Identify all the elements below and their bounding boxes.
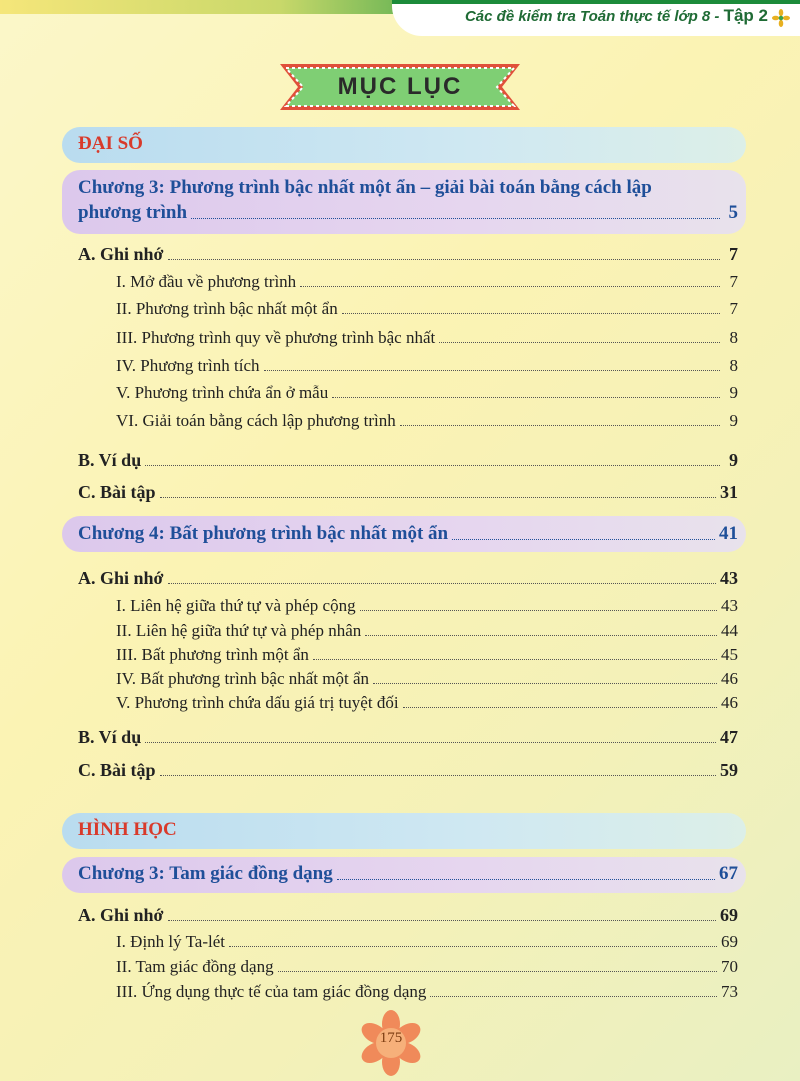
section-bar-dai-so xyxy=(62,127,746,163)
toc-entry[interactable] xyxy=(116,411,738,431)
entry-label: IV. Phương trình tích xyxy=(116,356,260,375)
page-number: 69 xyxy=(720,905,738,925)
entry-label: IV. Bất phương trình bậc nhất một ẩn xyxy=(116,669,370,688)
leader-dots xyxy=(439,341,720,343)
toc-title: MỤC LỤC xyxy=(337,73,463,100)
entry-label: V. Phương trình chứa ẩn ở mẫu xyxy=(116,383,329,402)
page-number: 46 xyxy=(721,693,738,712)
leader-dots xyxy=(452,538,715,540)
page-number: 7 xyxy=(729,299,738,318)
leader-dots xyxy=(191,217,720,219)
leader-dots xyxy=(278,970,717,972)
leader-dots xyxy=(264,369,720,371)
toc-entry[interactable] xyxy=(116,932,738,952)
page-number: 43 xyxy=(720,568,738,588)
entry-label: I. Liên hệ giữa thứ tự và phép cộng xyxy=(116,596,356,615)
page-number: 44 xyxy=(721,621,738,640)
entry-label: II. Phương trình bậc nhất một ẩn xyxy=(116,299,338,318)
chapter-title: Chương 3: Tam giác đồng dạng xyxy=(78,863,333,884)
toc-entry[interactable] xyxy=(78,760,738,781)
leader-dots xyxy=(160,774,716,776)
entry-label: V. Phương trình chứa dấu giá trị tuyệt đối xyxy=(116,693,399,712)
volume-label: Tập 2 xyxy=(723,6,768,25)
toc-entry[interactable] xyxy=(78,244,738,265)
toc-entry[interactable] xyxy=(78,450,738,471)
toc-entry[interactable] xyxy=(78,482,738,503)
page-number: 7 xyxy=(729,272,738,291)
leader-dots xyxy=(403,706,717,708)
section-bar-hinh-hoc xyxy=(62,813,746,849)
toc-chapter-entry[interactable] xyxy=(78,202,738,224)
leader-dots xyxy=(168,258,721,260)
leader-dots xyxy=(400,424,720,426)
page-number: 59 xyxy=(720,760,738,780)
page-number: 70 xyxy=(721,957,738,976)
toc-entry[interactable] xyxy=(78,568,738,589)
page-number: 41 xyxy=(719,523,738,544)
series-title xyxy=(465,6,768,26)
toc-entry[interactable] xyxy=(78,905,738,926)
entry-label: I. Định lý Ta-lét xyxy=(116,932,225,951)
toc-entry[interactable] xyxy=(116,383,738,403)
leader-dots xyxy=(313,658,717,660)
toc-banner xyxy=(280,62,520,112)
leader-dots xyxy=(430,995,717,997)
toc-entry[interactable] xyxy=(116,693,738,713)
page-number-footer: 175 xyxy=(379,1030,403,1046)
chapter-title: Chương 3: Phương trình bậc nhất một ẩn – giải bài toán bằng cách lập xyxy=(78,177,652,198)
entry-label: II. Tam giác đồng dạng xyxy=(116,957,274,976)
header-green-line xyxy=(392,0,800,4)
toc-entry[interactable] xyxy=(116,957,738,977)
leader-dots xyxy=(332,396,720,398)
entry-label: A. Ghi nhớ xyxy=(78,905,164,925)
leader-dots xyxy=(365,634,717,636)
page-number: 67 xyxy=(719,863,738,884)
entry-label: B. Ví dụ xyxy=(78,450,142,470)
entry-label: III. Ứng dụng thực tế của tam giác đồng dạng xyxy=(116,982,427,1001)
page-number: 73 xyxy=(721,982,738,1001)
chapter-title-line1[interactable] xyxy=(78,177,738,199)
toc-chapter-entry[interactable] xyxy=(78,523,738,545)
leader-dots xyxy=(229,945,717,947)
toc-entry[interactable] xyxy=(116,328,738,348)
leader-dots xyxy=(300,285,720,287)
entry-label: VI. Giải toán bằng cách lập phương trình xyxy=(116,411,396,430)
chapter-title: phương trình xyxy=(78,202,188,223)
entry-label: C. Bài tập xyxy=(78,482,156,502)
toc-entry[interactable] xyxy=(116,356,738,376)
entry-label: III. Bất phương trình một ẩn xyxy=(116,645,309,664)
page-number: 8 xyxy=(729,356,738,375)
toc-entry[interactable] xyxy=(116,299,738,319)
page-number: 31 xyxy=(720,482,738,502)
leader-dots xyxy=(342,312,720,314)
entry-label: A. Ghi nhớ xyxy=(78,568,164,588)
leader-dots xyxy=(168,582,717,584)
page-number: 9 xyxy=(729,450,738,470)
toc-entry[interactable] xyxy=(116,621,738,641)
page-number: 47 xyxy=(720,727,738,747)
leader-dots xyxy=(337,878,715,880)
series-title-text: Các đề kiểm tra Toán thực tế lớp 8 - xyxy=(464,8,724,25)
page-number: 9 xyxy=(729,383,738,402)
chapter-title: Chương 4: Bất phương trình bậc nhất một ẩn xyxy=(78,523,449,544)
entry-label: A. Ghi nhớ xyxy=(78,244,164,264)
leader-dots xyxy=(160,496,716,498)
leader-dots xyxy=(373,682,717,684)
entry-label: II. Liên hệ giữa thứ tự và phép nhân xyxy=(116,621,362,640)
leader-dots xyxy=(168,919,717,921)
entry-label: I. Mở đầu về phương trình xyxy=(116,272,297,291)
toc-chapter-entry[interactable] xyxy=(78,863,738,885)
leader-dots xyxy=(145,464,720,466)
section-title: HÌNH HỌC xyxy=(78,819,177,840)
leader-dots xyxy=(360,609,717,611)
entry-label: B. Ví dụ xyxy=(78,727,142,747)
section-title: ĐẠI SỐ xyxy=(78,133,143,154)
page-number: 46 xyxy=(721,669,738,688)
toc-entry[interactable] xyxy=(116,982,738,1002)
leader-dots xyxy=(145,741,716,743)
flower-icon xyxy=(772,9,790,27)
toc-entry[interactable] xyxy=(116,596,738,616)
toc-entry[interactable] xyxy=(116,272,738,292)
entry-label: C. Bài tập xyxy=(78,760,156,780)
page-number: 69 xyxy=(721,932,738,951)
page-number: 9 xyxy=(729,411,738,430)
page-number: 8 xyxy=(729,328,738,347)
toc-entry[interactable] xyxy=(116,645,738,665)
page-number: 45 xyxy=(721,645,738,664)
toc-entry[interactable] xyxy=(116,669,738,689)
page-number: 43 xyxy=(721,596,738,615)
toc-entry[interactable] xyxy=(78,727,738,748)
page-number: 7 xyxy=(729,244,738,264)
entry-label: III. Phương trình quy về phương trình bậc nhất xyxy=(116,328,436,347)
page-number: 5 xyxy=(728,202,738,223)
